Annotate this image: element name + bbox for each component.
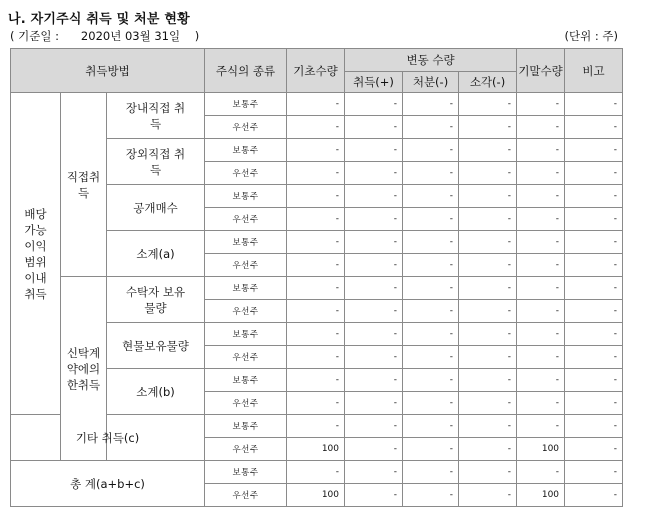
cell-acq: - <box>345 346 403 369</box>
base-date: ( 기준일 : 2020년 03월 31일 ) <box>10 29 200 43</box>
cell-begin: - <box>287 162 345 185</box>
cell-disp: - <box>403 369 459 392</box>
cell-acq: - <box>345 300 403 323</box>
header-remarks: 비고 <box>565 49 623 93</box>
cell-acq: - <box>345 116 403 139</box>
cell-end: - <box>517 415 565 438</box>
cell-acq: - <box>345 93 403 116</box>
stock-kind: 우선주 <box>205 116 287 139</box>
cell-end: 100 <box>517 484 565 507</box>
cell-acq: - <box>345 392 403 415</box>
cell-end: 100 <box>517 438 565 461</box>
cell-begin: - <box>287 461 345 484</box>
cell-ret: - <box>459 116 517 139</box>
cell-end: - <box>517 346 565 369</box>
cell-disp: - <box>403 277 459 300</box>
cell-note: - <box>565 162 623 185</box>
stock-kind: 우선주 <box>205 300 287 323</box>
cell-disp: - <box>403 185 459 208</box>
cell-ret: - <box>459 438 517 461</box>
group-dividend: 배당가능이익범위이내취득 <box>11 93 61 415</box>
cell-acq: - <box>345 231 403 254</box>
cell-end: - <box>517 323 565 346</box>
cell-acq: - <box>345 162 403 185</box>
cell-ret: - <box>459 162 517 185</box>
cell-end: - <box>517 162 565 185</box>
group-trust: 신탁계약에의한취득 <box>61 277 107 461</box>
stock-kind: 보통주 <box>205 139 287 162</box>
stock-kind: 우선주 <box>205 484 287 507</box>
cell-disp: - <box>403 208 459 231</box>
cell-begin: - <box>287 392 345 415</box>
cell-note: - <box>565 346 623 369</box>
cell-begin: 100 <box>287 484 345 507</box>
cell-end: - <box>517 139 565 162</box>
item-label: 공개매수 <box>107 185 205 231</box>
cell-acq: - <box>345 369 403 392</box>
cell-disp: - <box>403 231 459 254</box>
stock-kind: 보통주 <box>205 185 287 208</box>
header-stock-type: 주식의 종류 <box>205 49 287 93</box>
cell-ret: - <box>459 185 517 208</box>
cell-note: - <box>565 484 623 507</box>
cell-end: - <box>517 277 565 300</box>
item-label: 소계(a) <box>107 231 205 277</box>
cell-note: - <box>565 116 623 139</box>
cell-disp: - <box>403 461 459 484</box>
cell-begin: - <box>287 208 345 231</box>
header-ending: 기말수량 <box>517 49 565 93</box>
item-label: 현물보유물량 <box>107 323 205 369</box>
table-row <box>11 461 623 484</box>
cell-end: - <box>517 369 565 392</box>
unit-label: (단위 : 주) <box>564 29 618 43</box>
stock-kind: 우선주 <box>205 346 287 369</box>
cell-note: - <box>565 231 623 254</box>
item-label: 장외직접 취득 <box>107 139 205 185</box>
cell-end: - <box>517 93 565 116</box>
cell-begin: - <box>287 185 345 208</box>
header-retired: 소각(-) <box>459 72 517 93</box>
cell-begin: 100 <box>287 438 345 461</box>
cell-end: - <box>517 231 565 254</box>
cell-begin: - <box>287 323 345 346</box>
cell-ret: - <box>459 93 517 116</box>
stock-kind: 우선주 <box>205 208 287 231</box>
cell-begin: - <box>287 254 345 277</box>
cell-note: - <box>565 323 623 346</box>
cell-end: - <box>517 461 565 484</box>
cell-note: - <box>565 461 623 484</box>
cell-acq: - <box>345 438 403 461</box>
stock-kind: 보통주 <box>205 93 287 116</box>
item-label: 수탁자 보유물량 <box>107 277 205 323</box>
cell-ret: - <box>459 461 517 484</box>
header-change: 변동 수량 <box>345 49 517 72</box>
cell-end: - <box>517 392 565 415</box>
cell-disp: - <box>403 93 459 116</box>
cell-acq: - <box>345 461 403 484</box>
cell-note: - <box>565 93 623 116</box>
cell-disp: - <box>403 300 459 323</box>
cell-note: - <box>565 415 623 438</box>
stock-kind: 보통주 <box>205 415 287 438</box>
cell-begin: - <box>287 139 345 162</box>
cell-disp: - <box>403 254 459 277</box>
stock-kind: 보통주 <box>205 231 287 254</box>
cell-disp: - <box>403 415 459 438</box>
item-label: 기타 취득(c) <box>11 415 205 461</box>
item-label: 장내직접 취득 <box>107 93 205 139</box>
cell-disp: - <box>403 323 459 346</box>
table-row <box>11 93 623 116</box>
cell-disp: - <box>403 116 459 139</box>
cell-ret: - <box>459 323 517 346</box>
cell-ret: - <box>459 139 517 162</box>
cell-end: - <box>517 185 565 208</box>
stock-kind: 보통주 <box>205 461 287 484</box>
cell-begin: - <box>287 415 345 438</box>
cell-acq: - <box>345 139 403 162</box>
cell-begin: - <box>287 277 345 300</box>
cell-end: - <box>517 300 565 323</box>
cell-begin: - <box>287 231 345 254</box>
cell-note: - <box>565 254 623 277</box>
cell-note: - <box>565 438 623 461</box>
cell-begin: - <box>287 369 345 392</box>
treasury-stock-table <box>10 48 623 507</box>
stock-kind: 보통주 <box>205 277 287 300</box>
item-label: 소계(b) <box>107 369 205 415</box>
cell-note: - <box>565 369 623 392</box>
cell-ret: - <box>459 254 517 277</box>
cell-acq: - <box>345 484 403 507</box>
cell-begin: - <box>287 116 345 139</box>
cell-acq: - <box>345 323 403 346</box>
cell-note: - <box>565 300 623 323</box>
cell-acq: - <box>345 185 403 208</box>
cell-ret: - <box>459 231 517 254</box>
cell-begin: - <box>287 346 345 369</box>
cell-ret: - <box>459 208 517 231</box>
cell-ret: - <box>459 369 517 392</box>
stock-kind: 우선주 <box>205 162 287 185</box>
cell-ret: - <box>459 346 517 369</box>
table-row <box>11 277 623 300</box>
cell-disp: - <box>403 484 459 507</box>
stock-kind: 보통주 <box>205 323 287 346</box>
cell-ret: - <box>459 277 517 300</box>
header-beginning: 기초수량 <box>287 49 345 93</box>
stock-kind: 우선주 <box>205 254 287 277</box>
cell-end: - <box>517 254 565 277</box>
cell-acq: - <box>345 415 403 438</box>
group-direct: 직접취득 <box>61 93 107 277</box>
cell-disp: - <box>403 139 459 162</box>
header-method: 취득방법 <box>11 49 205 93</box>
cell-note: - <box>565 208 623 231</box>
table-body <box>11 93 623 507</box>
stock-kind: 우선주 <box>205 438 287 461</box>
cell-end: - <box>517 116 565 139</box>
item-label: 총 계(a+b+c) <box>11 461 205 507</box>
cell-disp: - <box>403 162 459 185</box>
cell-disp: - <box>403 438 459 461</box>
cell-acq: - <box>345 208 403 231</box>
cell-ret: - <box>459 484 517 507</box>
cell-note: - <box>565 277 623 300</box>
header-acquired: 취득(+) <box>345 72 403 93</box>
cell-acq: - <box>345 254 403 277</box>
table-row <box>11 415 623 438</box>
cell-ret: - <box>459 300 517 323</box>
cell-disp: - <box>403 392 459 415</box>
stock-kind: 보통주 <box>205 369 287 392</box>
stock-kind: 우선주 <box>205 392 287 415</box>
cell-acq: - <box>345 277 403 300</box>
cell-begin: - <box>287 93 345 116</box>
cell-note: - <box>565 185 623 208</box>
section-title: 나. 자기주식 취득 및 처분 현황 <box>8 12 190 27</box>
cell-note: - <box>565 392 623 415</box>
cell-ret: - <box>459 415 517 438</box>
cell-begin: - <box>287 300 345 323</box>
cell-disp: - <box>403 346 459 369</box>
cell-end: - <box>517 208 565 231</box>
header-disposed: 처분(-) <box>403 72 459 93</box>
cell-note: - <box>565 139 623 162</box>
cell-ret: - <box>459 392 517 415</box>
